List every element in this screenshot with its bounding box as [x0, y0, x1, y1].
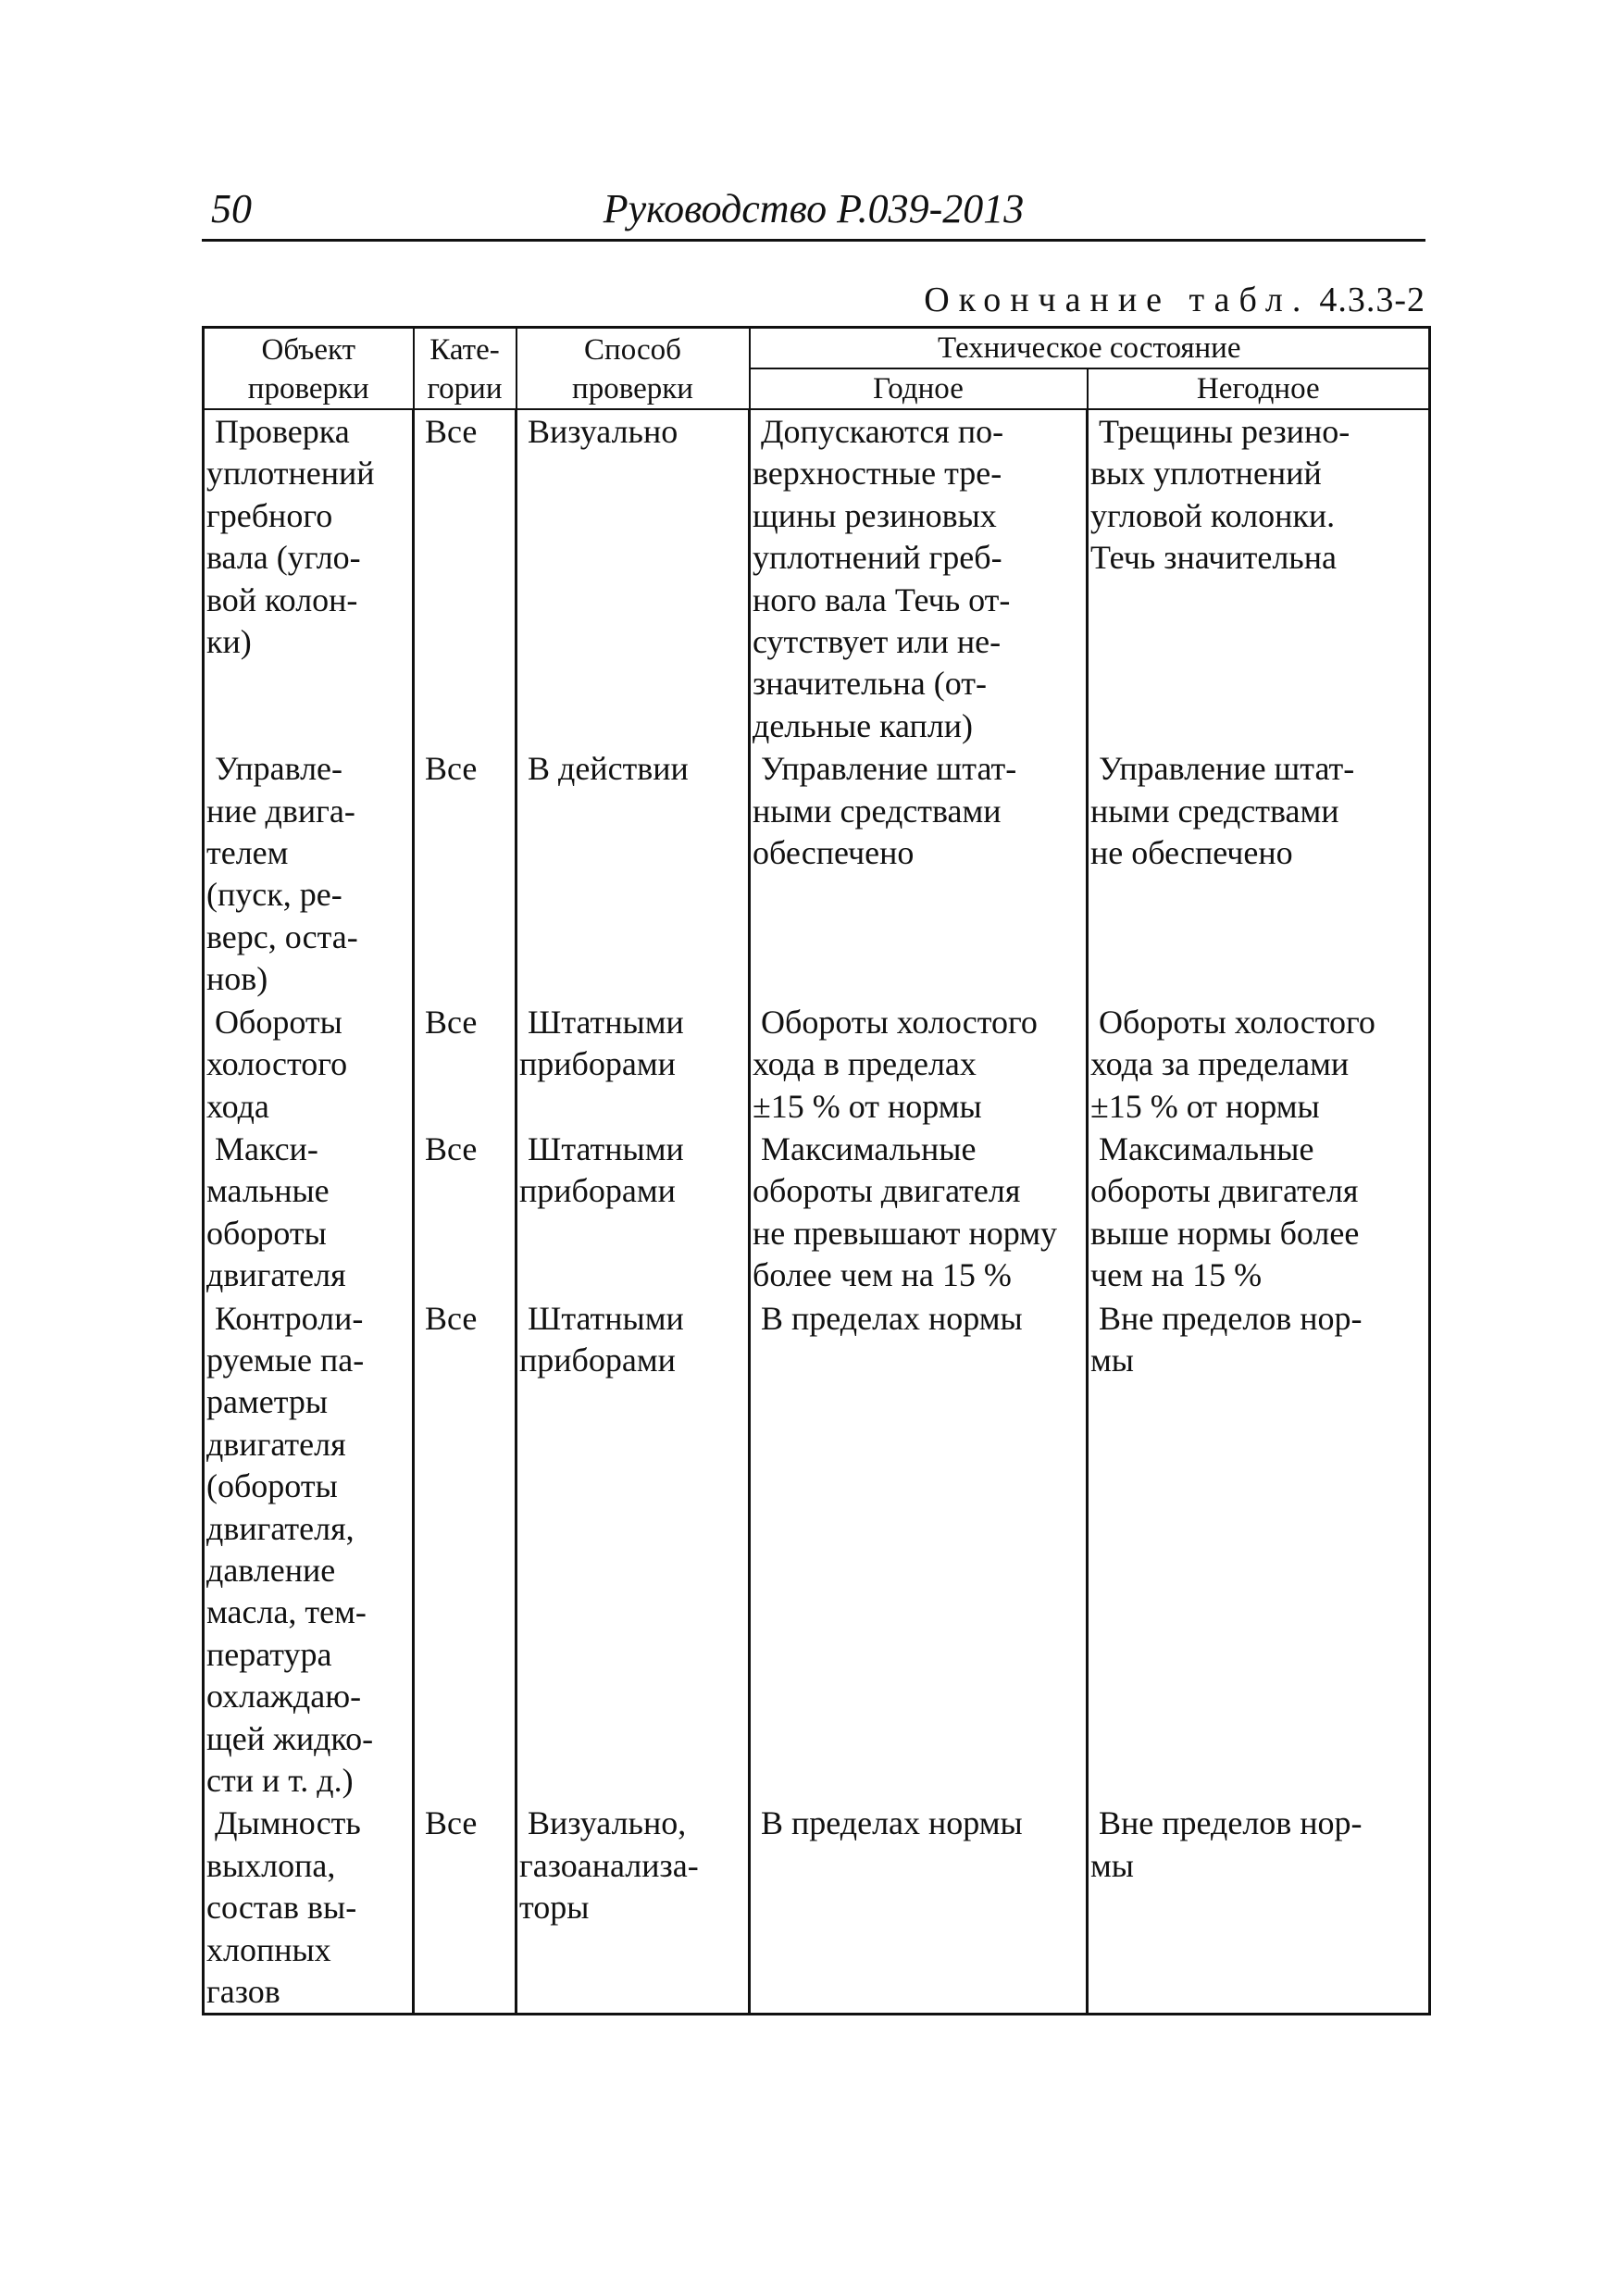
cell-object: Обороты холостого хода — [204, 1001, 414, 1128]
table-row — [204, 1297, 1430, 1803]
cell-good: Обороты холостого хода в пределах ±15 % от нормы — [750, 1001, 1088, 1128]
running-title: Руководство Р.039-2013 — [603, 186, 1025, 231]
cell-good: Управление штат- ными средствами обеспечено — [750, 747, 1088, 1000]
cell-method: Штатными приборами — [517, 1297, 750, 1803]
table-row — [204, 409, 1430, 747]
cell-object: Проверка уплотнений гребного вала (угло- вой колон- ки) — [204, 409, 414, 747]
cell-object: Макси- мальные обороты двигателя — [204, 1128, 414, 1297]
cell-category: Все — [414, 1128, 517, 1297]
cell-category: Все — [414, 1001, 517, 1128]
cell-method: Штатными приборами — [517, 1001, 750, 1128]
table-body — [204, 409, 1430, 2015]
cell-bad: Трещины резино- вых уплотнений угловой колонки. Течь значительна — [1088, 409, 1430, 747]
cell-category: Все — [414, 409, 517, 747]
table-row — [204, 1802, 1430, 2015]
cell-object: Управле- ние двига- телем (пуск, ре- верс, оста- нов) — [204, 747, 414, 1000]
cell-method: В действии — [517, 747, 750, 1000]
cell-method: Визуально — [517, 409, 750, 747]
cell-bad: Максимальные обороты двигателя выше нормы более чем на 15 % — [1088, 1128, 1430, 1297]
cell-category: Все — [414, 747, 517, 1000]
table-row — [204, 1128, 1430, 1297]
header-technical-state: Техническое состояние — [750, 328, 1430, 369]
table-header — [204, 328, 1430, 410]
table-caption-number: 4.3.3-2 — [1319, 281, 1425, 319]
header-bad: Негодное — [1088, 368, 1430, 409]
cell-bad: Управление штат- ными средствами не обеспечено — [1088, 747, 1430, 1000]
page-number: 50 — [211, 186, 252, 231]
cell-good: Максимальные обороты двигателя не превышают норму более чем на 15 % — [750, 1128, 1088, 1297]
cell-good: В пределах нормы — [750, 1802, 1088, 2015]
cell-bad: Обороты холостого хода за пределами ±15 % от нормы — [1088, 1001, 1430, 1128]
header-category: Кате- гории — [414, 328, 517, 410]
cell-bad: Вне пределов нор- мы — [1088, 1802, 1430, 2015]
inspection-table — [202, 326, 1431, 2015]
cell-category: Все — [414, 1297, 517, 1803]
header-object: Объект проверки — [204, 328, 414, 410]
table-caption — [924, 280, 1425, 320]
cell-method: Штатными приборами — [517, 1128, 750, 1297]
cell-category: Все — [414, 1802, 517, 2015]
cell-object: Дымность выхлопа, состав вы- хлопных газов — [204, 1802, 414, 2015]
header-method: Способ проверки — [517, 328, 750, 410]
cell-bad: Вне пределов нор- мы — [1088, 1297, 1430, 1803]
cell-object: Контроли- руемые па- раметры двигателя (обороты двигателя, давление масла, тем- пература охлаждаю- щей жидко- сти и т. д.) — [204, 1297, 414, 1803]
cell-good: В пределах нормы — [750, 1297, 1088, 1803]
table-row — [204, 1001, 1430, 1128]
header-good: Годное — [750, 368, 1088, 409]
table-caption-text: Окончание табл. — [924, 281, 1311, 319]
table-row — [204, 747, 1430, 1000]
cell-good: Допускаются по- верхностные тре- щины резиновых уплотнений греб- ного вала Течь от- сутствует или не- значительна (от- дельные капли) — [750, 409, 1088, 747]
page-header — [202, 183, 1425, 242]
cell-method: Визуально, газоанализа- торы — [517, 1802, 750, 2015]
